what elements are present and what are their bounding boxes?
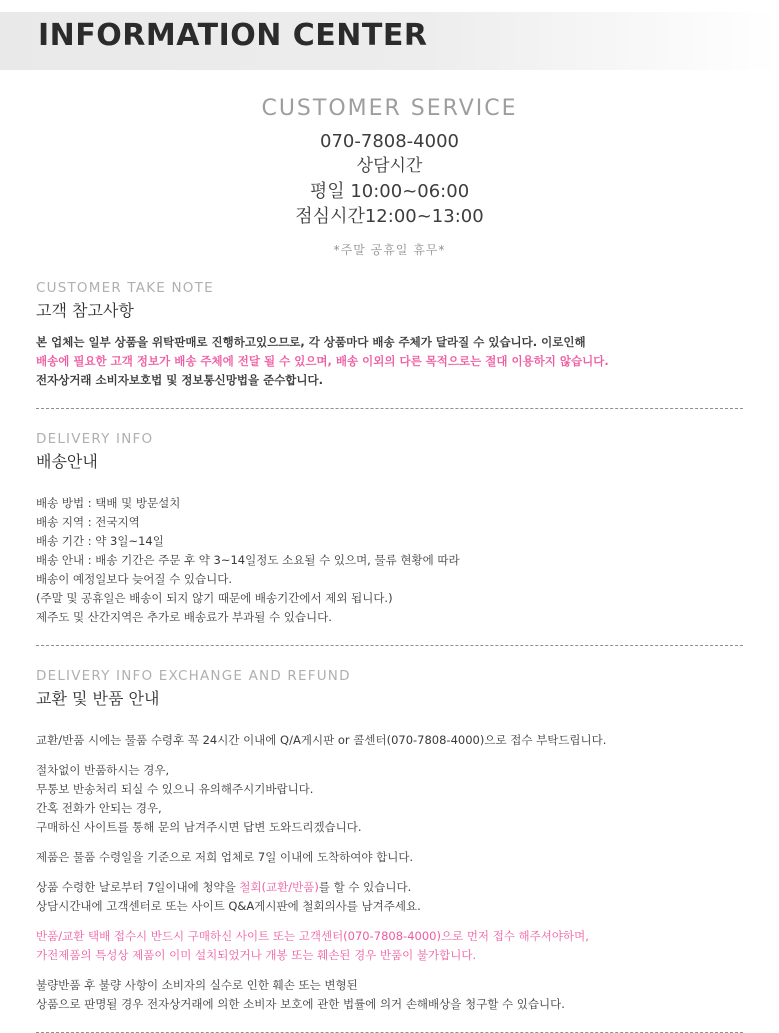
take-note-line-1: 본 업체는 일부 상품을 위탁판매로 진행하고있으므로, 각 상품마다 배송 주체가 달라질 수 있습니다. 이로인해 [36, 335, 586, 349]
delivery-line-3: 배송 기간 : 약 3일~14일 [36, 534, 164, 548]
spacer [36, 484, 743, 494]
withdraw-line-1-after: 를 할 수 있습니다. [318, 880, 412, 894]
withdraw-line-2: 상담시간내에 고객센터로 또는 사이트 Q&A게시판에 철회의사를 남겨주세요. [36, 899, 421, 913]
refund-p2-line-1: 절차없이 반품하시는 경우, [36, 763, 170, 777]
delivery-line-7: 제주도 및 산간지역은 추가로 배송료가 부과될 수 있습니다. [36, 610, 332, 624]
customer-service-weekday-hours: 평일 10:00~06:00 [309, 181, 470, 202]
spacer [36, 721, 743, 731]
refund-p2-line-3: 간혹 전화가 안되는 경우, [36, 801, 162, 815]
refund-paragraph-2 [36, 761, 743, 837]
last-line-1: 불량반품 후 불량 사항이 소비자의 실수로 인한 훼손 또는 변형된 [36, 978, 358, 992]
refund-last-block [36, 976, 743, 1014]
section-divider [36, 408, 743, 409]
section-exchange-refund [36, 668, 743, 1033]
withdraw-line-1 [36, 878, 743, 897]
section-delivery-info [36, 431, 743, 646]
section-body [36, 333, 743, 390]
take-note-line-3: 전자상거래 소비자보호법 및 정보통신망법을 준수합니다. [36, 373, 323, 387]
section-eng-title: DELIVERY INFO EXCHANGE AND REFUND [36, 668, 351, 684]
refund-p3-line-1: 제품은 물품 수령일을 기준으로 저희 업체로 7일 이내에 도착하여야 합니다. [36, 850, 414, 864]
refund-paragraph-3 [36, 848, 743, 867]
information-center-page [0, 12, 779, 1009]
withdraw-line-1-before: 상품 수령한 날로부터 7일이내에 청약을 [36, 880, 240, 894]
section-kor-title: 교환 및 반품 안내 [36, 689, 160, 708]
refund-withdraw-block [36, 878, 743, 916]
section-divider [36, 645, 743, 646]
page-title: INFORMATION CENTER [38, 18, 428, 53]
refund-pink-block [36, 927, 743, 965]
delivery-line-6: (주말 및 공휴일은 배송이 되지 않기 때문에 배송기간에서 제외 됩니다.) [36, 591, 393, 605]
customer-service-note: *주말 공휴일 휴무* [333, 243, 446, 257]
refund-p2-line-4: 구매하신 사이트를 통해 문의 남겨주시면 답변 도와드리겠습니다. [36, 820, 362, 834]
section-customer-take-note [36, 280, 743, 409]
delivery-line-5: 배송이 예정일보다 늦어질 수 있습니다. [36, 572, 233, 586]
section-body [36, 484, 743, 627]
section-eng-title: CUSTOMER TAKE NOTE [36, 280, 214, 296]
customer-service-phone: 070-7808-4000 [320, 131, 459, 152]
last-line-2: 상품으로 판명될 경우 전자상거래에 의한 소비자 보호에 관한 법률에 의거 손해배상을 청구할 수 있습니다. [36, 997, 565, 1011]
section-body [36, 721, 743, 1014]
pink-line-2: 가전제품의 특성상 제품이 이미 설치되었거나 개봉 또는 훼손된 경우 반품이 불가합니다. [36, 948, 477, 962]
section-kor-title: 배송안내 [36, 452, 98, 471]
customer-service-hours-label: 상담시간 [356, 156, 423, 176]
content-area [0, 280, 779, 1033]
delivery-line-4: 배송 안내 : 배송 기간은 주문 후 약 3~14일정도 소요될 수 있으며, 물류 현황에 따라 [36, 553, 460, 567]
customer-service-block [0, 96, 779, 258]
header-banner [0, 12, 779, 70]
delivery-line-1: 배송 방법 : 택배 및 방문설치 [36, 496, 181, 510]
section-kor-title: 고객 참고사항 [36, 301, 134, 320]
refund-paragraph-1 [36, 731, 743, 750]
customer-service-lunch-hours: 점심시간12:00~13:00 [295, 206, 484, 227]
delivery-line-2: 배송 지역 : 전국지역 [36, 515, 140, 529]
customer-service-title: CUSTOMER SERVICE [261, 96, 518, 121]
withdraw-line-1-highlight: 철회(교환/반품) [239, 880, 319, 894]
section-eng-title: DELIVERY INFO [36, 431, 154, 447]
take-note-line-2: 배송에 필요한 고객 정보가 배송 주체에 전달 될 수 있으며, 배송 이외의 다른 목적으로는 절대 이용하지 않습니다. [36, 354, 609, 368]
refund-p2-line-2: 무통보 반송처리 되실 수 있으니 유의해주시기바랍니다. [36, 782, 314, 796]
refund-p1-line-1: 교환/반품 시에는 물품 수령후 꼭 24시간 이내에 Q/A게시판 or 콜센터(070-7808-4000)으로 접수 부탁드립니다. [36, 733, 607, 747]
pink-line-1: 반품/교환 택배 접수시 반드시 구매하신 사이트 또는 고객센터(070-7808-4000)으로 먼저 접수 해주셔야하며, [36, 929, 589, 943]
